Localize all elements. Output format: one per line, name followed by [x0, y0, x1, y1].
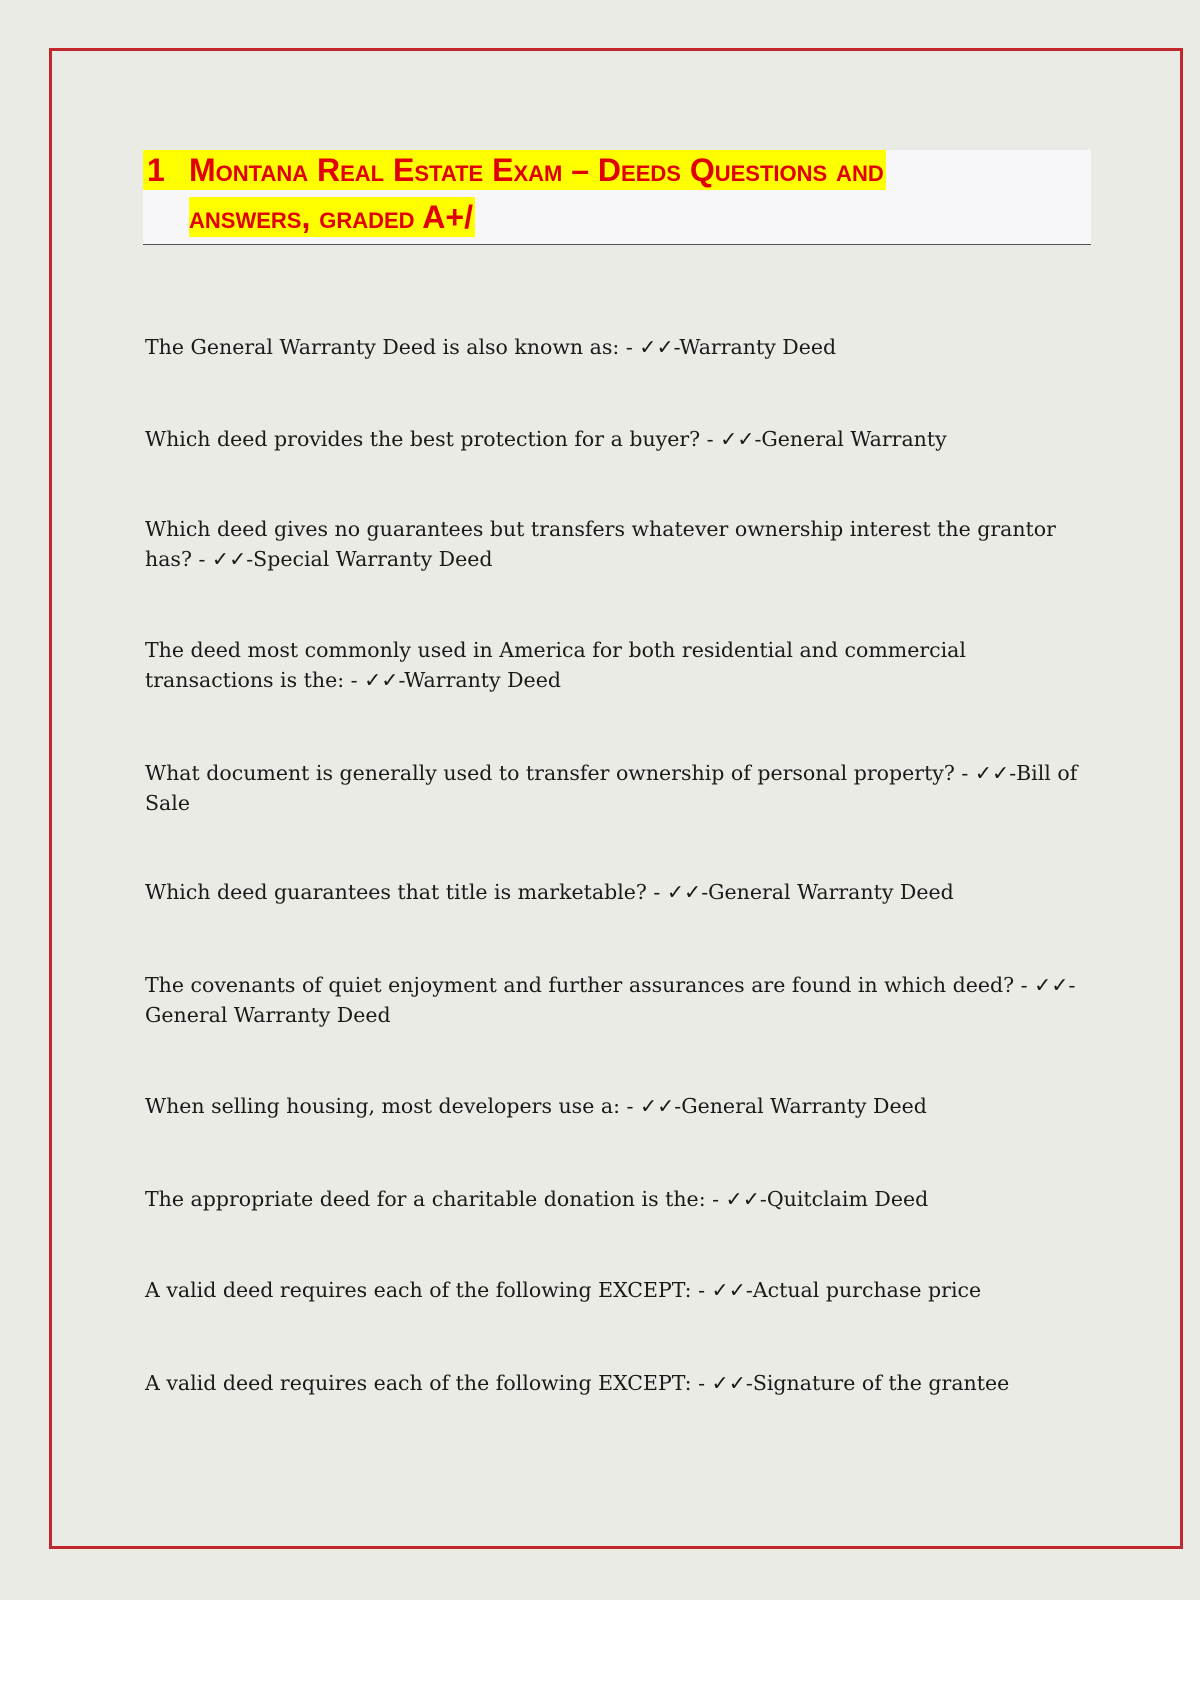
qa-item: The General Warranty Deed is also known as: - ✓✓-Warranty Deed [145, 335, 837, 359]
heading-number: 1 [143, 150, 189, 190]
heading-underline-rule [143, 244, 1091, 245]
qa-item: Which deed gives no guarantees but transfers whatever ownership interest the grantor has? - ✓✓-Special Warranty Deed [145, 517, 1056, 571]
qa-item: The appropriate deed for a charitable donation is the: - ✓✓-Quitclaim Deed [145, 1187, 929, 1211]
qa-item: Which deed guarantees that title is marketable? - ✓✓-General Warranty Deed [145, 880, 954, 904]
qa-item: A valid deed requires each of the following EXCEPT: - ✓✓-Signature of the grantee [145, 1371, 1010, 1395]
heading-title-line-2: answers, graded A+/ [189, 199, 473, 235]
qa-item: A valid deed requires each of the following EXCEPT: - ✓✓-Actual purchase price [145, 1278, 982, 1302]
qa-item: What document is generally used to transfer ownership of personal property? - ✓✓-Bill of Sale [145, 761, 1078, 815]
qa-item: The deed most commonly used in America for both residential and commercial transactions is the: - ✓✓-Warranty Deed [145, 638, 966, 692]
qa-item: The covenants of quiet enjoyment and further assurances are found in which deed? - ✓✓-General Warranty Deed [145, 973, 1076, 1027]
qa-item: When selling housing, most developers use a: - ✓✓-General Warranty Deed [145, 1094, 927, 1118]
heading-title-line-1: Montana Real Estate Exam – Deeds Questions and [189, 152, 884, 188]
qa-item: Which deed provides the best protection for a buyer? - ✓✓-General Warranty [145, 427, 947, 451]
